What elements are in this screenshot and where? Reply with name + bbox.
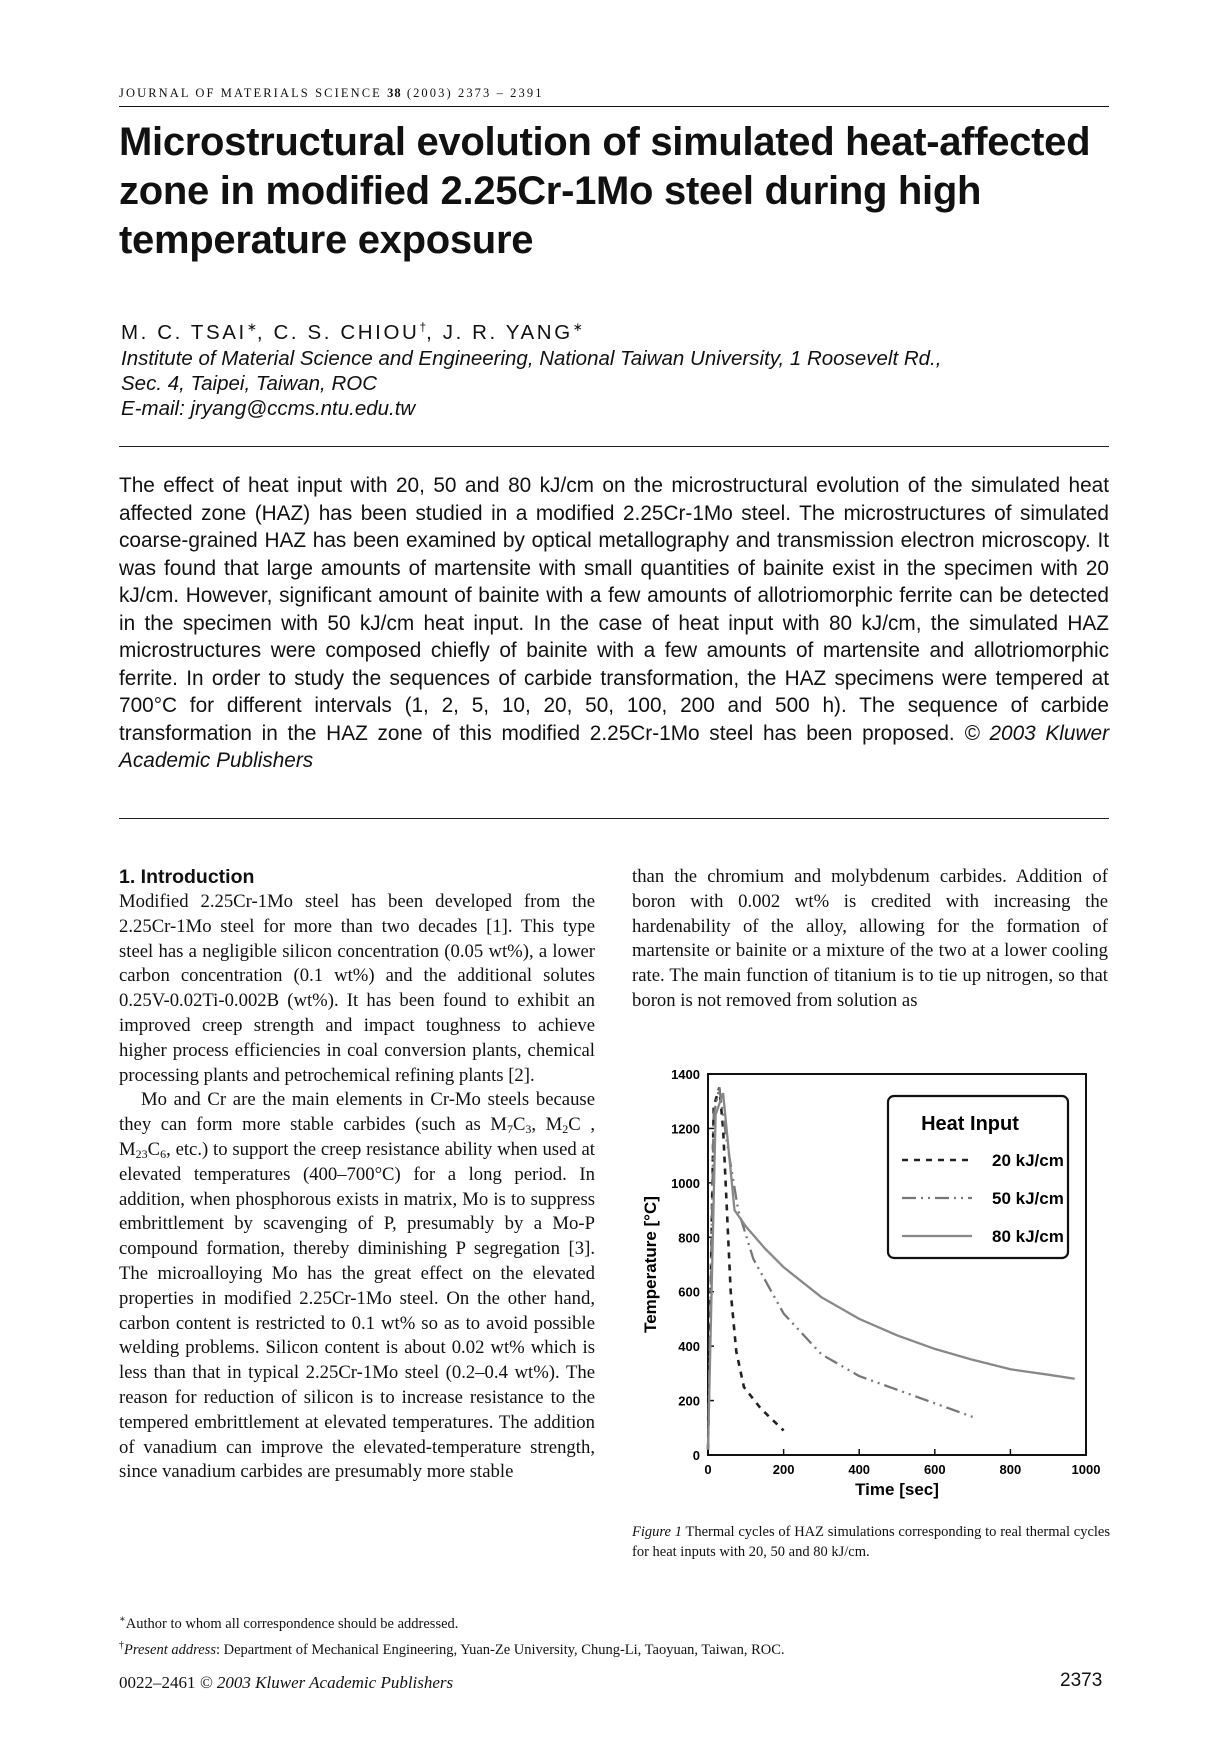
author-2-mark: † [419, 320, 427, 334]
p2-sub-2: 3 [525, 1122, 532, 1137]
page-number: 2373 [1060, 1670, 1103, 1691]
x-axis-label: Time [sec] [855, 1480, 939, 1499]
footnote-2-mark: † [119, 1639, 124, 1651]
abstract-top-divider [119, 446, 1109, 447]
journal-name: JOURNAL OF MATERIALS SCIENCE [119, 86, 388, 100]
series-line-1 [708, 1088, 784, 1450]
footnote-2-label: Present address [124, 1641, 216, 1658]
author-list [121, 320, 583, 345]
issn-number: 0022–2461 [119, 1673, 200, 1692]
p2-sub-1: 7 [506, 1122, 513, 1137]
legend-label-2: 50 kJ/cm [992, 1189, 1064, 1208]
y-tick-label: 1400 [671, 1067, 700, 1082]
journal-year-pages: (2003) 2373 – 2391 [401, 86, 544, 100]
y-axis-label: Temperature [°C] [641, 1196, 660, 1333]
p2-text-c: , M [531, 1114, 563, 1136]
author-email: E-mail: jryang@ccms.ntu.edu.tw [121, 397, 416, 420]
y-tick-label: 0 [692, 1448, 700, 1463]
author-1-mark: ∗ [246, 320, 257, 334]
y-tick-label: 1000 [671, 1175, 700, 1191]
journal-running-header [119, 86, 544, 101]
x-tick-label: 200 [772, 1462, 795, 1477]
abstract [119, 472, 1109, 775]
x-tick-label: 400 [848, 1462, 871, 1477]
p2-sub-5: 6 [160, 1146, 167, 1161]
footnote-1-mark: ∗ [119, 1614, 126, 1625]
paper-title: Microstructural evolution of simulated heat-affected zone in modified 2.25Cr-1Mo steel during high temperature exposure [119, 120, 1091, 262]
x-axis-ticks [704, 1449, 1100, 1477]
header-divider [119, 106, 1109, 107]
affiliation-line-1: Institute of Material Science and Engineering, National Taiwan University, 1 Roosevelt Rd., [121, 347, 942, 370]
right-column [632, 865, 1108, 1014]
p2-sub-3: 2 [562, 1122, 569, 1137]
left-column [119, 865, 595, 1485]
legend-title: Heat Input [921, 1113, 1019, 1135]
legend-label-3: 80 kJ/cm [992, 1227, 1064, 1246]
p2-sub-4: 23 [135, 1146, 148, 1161]
footnote-1-text: Author to whom all correspondence should be addressed. [125, 1615, 459, 1632]
journal-volume: 38 [387, 86, 402, 100]
intro-paragraph-1: Modified 2.25Cr-1Mo steel has been developed from the 2.25Cr-1Mo steel for more than two decades [1]. This type steel has a negligible silicon concentration (0.05 wt%), a lower carbon concentration (0.1 wt%) and the additional solutes 0.25V-0.02Ti-0.002B (wt%). It has been found to exhibit an improved creep strength and impact toughness to achieve higher process efficiencies in coal conversion plants, chemical processing plants and petrochemical refining plants [2]. [119, 891, 595, 1086]
footer-copyright: © 2003 Kluwer Academic Publishers [199, 1673, 454, 1692]
author-2: , C. S. CHIOU [256, 320, 420, 344]
intro-paragraph-3: than the chromium and molybdenum carbides. Addition of boron with 0.002 wt% is credited with increasing the hardenability of the alloy, allowing for the formation of martensite or bainite or a mixture of the two at a lower cooling rate. The main function of titanium is to tie up nitrogen, so that boron is not removed from solution as [632, 866, 1108, 1011]
thermal-cycle-chart [628, 1060, 1108, 1510]
footer-issn [119, 1673, 453, 1693]
p2-text-d: C , M [119, 1114, 595, 1160]
y-tick-label: 800 [678, 1230, 700, 1246]
y-tick-label: 200 [678, 1393, 700, 1409]
affiliation-block [121, 346, 1111, 421]
abstract-copyright: © 2003 Kluwer Academic Publishers [119, 721, 1110, 772]
footnote-2-text: : Department of Mechanical Engineering, Yuan-Ze University, Chung-Li, Taoyuan, Taiwan, ROC. [215, 1641, 785, 1658]
p2-text-f: , etc.) to support the creep resistance ability when used at elevated temperatures (400–700°C) for a long period. In addition, when phosphorous exists in matrix, Mo is to suppress embrittlement by scavenging of P, presumably by a Mo-P compound formation, thereby diminishing P segregation [3]. The microalloying Mo has the great effect on the elevated properties in modified 2.25Cr-1Mo steel. On the other hand, carbon content is restricted to 0.1 wt% so as to avoid possible welding problems. Silicon content is about 0.02 wt% which is less than that in typical 2.25Cr-1Mo steel (0.2–0.4 wt%). The reason for reduction of silicon is to increase resistance to the tempered embrittlement at elevated temperatures. The addition of vanadium can improve the elevated-temperature strength, since vanadium carbides are presumably more stable [119, 1138, 595, 1483]
x-tick-label: 1000 [1071, 1462, 1101, 1477]
figure-1 [628, 1060, 1108, 1515]
abstract-text: The effect of heat input with 20, 50 and 80 kJ/cm on the microstructural evolution of the simulated heat affected zone (HAZ) has been studied in a modified 2.25Cr-1Mo steel. The microstructures of simulated coarse-grained HAZ has been examined by optical metallography and transmission electron microscopy. It was found that large amounts of martensite with small quantities of bainite exist in the specimen with 20 kJ/cm. However, significant amount of bainite with a few amounts of allotriomorphic ferrite can be detected in the specimen with 50 kJ/cm heat input. In the case of heat input with 80 kJ/cm, the simulated HAZ microstructures were composed chiefly of bainite with a few amounts of martensite and allotriomorphic ferrite. In order to study the sequences of carbide transformation, the HAZ specimens were tempered at 700°C for different intervals (1, 2, 5, 10, 20, 50, 100, 200 and 500 h). The sequence of carbide transformation in the HAZ zone of this modified 2.25Cr-1Mo steel has been proposed. [119, 474, 1109, 745]
footnotes [119, 1609, 785, 1661]
p2-text-e: C [147, 1138, 161, 1160]
footnote-1 [119, 1609, 785, 1635]
affiliation-line-2: Sec. 4, Taipei, Taiwan, ROC [121, 372, 377, 395]
p2-text-a: Mo and Cr are the main elements in Cr-Mo steels because they can form more stable carbides (such as M [119, 1089, 595, 1136]
x-tick-label: 0 [704, 1462, 712, 1477]
y-tick-label: 1200 [671, 1121, 700, 1137]
chart-legend [888, 1096, 1068, 1258]
author-1: M. C. TSAI [121, 320, 247, 344]
abstract-bottom-divider [119, 818, 1109, 819]
x-tick-label: 800 [999, 1462, 1022, 1477]
x-tick-label: 600 [923, 1462, 946, 1477]
figure-caption-text: Thermal cycles of HAZ simulations corresponding to real thermal cycles for heat inputs with 20, 50 and 80 kJ/cm. [632, 1524, 1110, 1560]
intro-paragraph-2 [119, 1088, 595, 1485]
section-heading-introduction: 1. Introduction [119, 866, 255, 888]
y-tick-label: 600 [678, 1284, 700, 1300]
footnote-2 [119, 1635, 785, 1661]
legend-label-1: 20 kJ/cm [992, 1151, 1064, 1170]
y-tick-label: 400 [678, 1339, 700, 1355]
figure-caption-label: Figure 1 [632, 1524, 682, 1540]
figure-caption [632, 1522, 1110, 1562]
author-3: , J. R. YANG [426, 320, 573, 344]
p2-text-b: C [512, 1114, 526, 1136]
author-3-mark: ∗ [572, 320, 583, 334]
